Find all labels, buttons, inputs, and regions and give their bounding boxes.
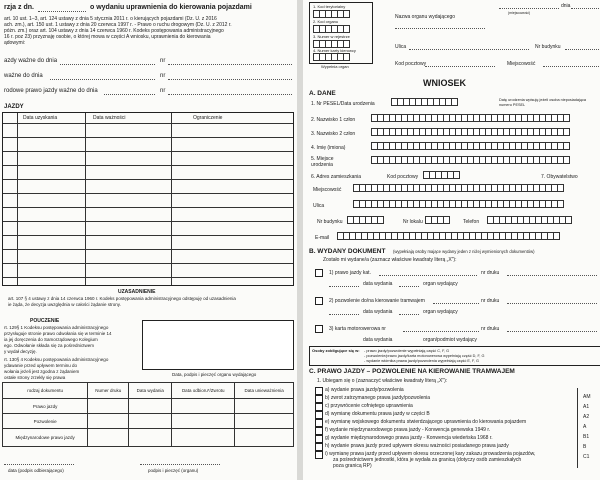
categories-table <box>2 112 294 286</box>
pesel-label: 1. Nr PESEL/Data urodzenia <box>311 101 375 107</box>
category-b1: B1 <box>583 434 590 440</box>
organ-codes-box <box>309 2 373 64</box>
place-hint: (miejscowość) <box>508 11 531 15</box>
doc-license-nr-field[interactable] <box>507 275 597 276</box>
firstname-label: 4. Imię (imiona) <box>311 145 346 151</box>
uzasadnienie-title: UZASADNIENIE <box>118 289 156 295</box>
doc-tram-field[interactable] <box>433 303 479 304</box>
doc-license-date-label: data wydania <box>363 281 393 287</box>
signature-box[interactable] <box>142 320 294 370</box>
c-option-h-label: h) wydanie prawa jazdy przed upływem okresu ważności posiadanego prawa jazdy <box>325 443 509 449</box>
doc-license-date-field[interactable] <box>329 286 359 287</box>
category-a1: A1 <box>583 404 590 410</box>
nr-field-1[interactable] <box>168 64 292 65</box>
pouczenie-line-7: ydawanie przed upływem terminu do <box>4 363 78 368</box>
doc-moped-date-label: data wydania <box>363 337 393 343</box>
surname2-label: 3. Nazwisko 2 człon <box>311 131 356 137</box>
doc-moped-field[interactable] <box>403 331 479 332</box>
doc-tram-nr-label: nr druku <box>481 298 500 304</box>
city-a-cells[interactable] <box>353 184 563 192</box>
obligations-line-2: - pozwolenie/prawo jazdy/karta motorowerowa wypełniają część D, F, G <box>364 354 485 358</box>
c-option-b-checkbox[interactable] <box>315 395 323 403</box>
c-option-i-checkbox[interactable] <box>315 451 323 459</box>
issued-documents-table <box>2 382 294 447</box>
signature-label: Data, podpis i pieczęć organu wydającego <box>172 372 257 377</box>
building-a-cells[interactable] <box>347 216 383 224</box>
postcode-label: Kod pocztowy <box>395 61 427 67</box>
doc-license-cat-field[interactable] <box>379 275 477 276</box>
categories-section-title: JAZDY <box>4 104 24 110</box>
pouczenie-line-6: rt. 130§ 4 Kodeksu postępowania administracyjnego <box>4 357 109 362</box>
section-c-title: C. PRAWO JAZDY – POZWOLENIE NA KIEROWANIE TRAMWAJEM <box>309 368 515 375</box>
doc-row-label: Międzynarodowe prawo jazdy <box>3 429 88 447</box>
doc-tram-label: 2) pozwolenie do/na kierowanie tramwajem <box>329 298 425 304</box>
section-b-note: (wypełniają osoby mające wydany jeden z niżej wymienionych dokumentów) <box>393 249 535 254</box>
obligations-line-3: - wydanie wtórnika prawa jazdy/pozwolenia wypełniają część E, F, G <box>364 359 480 363</box>
obligations-box <box>309 346 600 366</box>
street-a-label: Ulica <box>313 203 325 209</box>
category-a2: A2 <box>583 414 590 420</box>
pouczenie-line-1: rt. 129§ 1 Kodeksu postępowania administracyjnego <box>4 325 109 330</box>
wniosek-title: WNIOSEK <box>423 78 467 88</box>
birthplace-label: 5. Miejsce urodzenia <box>311 156 334 168</box>
email-cells[interactable] <box>337 232 559 240</box>
building-a-label: Nr budynku <box>317 219 343 225</box>
valid-date-2[interactable] <box>50 79 155 80</box>
doc-license-checkbox[interactable] <box>315 269 323 277</box>
c-option-d-label: d) wymianę dokumentu prawa jazdy w części B <box>325 411 430 417</box>
obligations-line-1: - prawo jazdy/pozwolenie wypełniają część C, F, G <box>364 349 450 353</box>
section-a-title: A. DANE <box>309 90 336 97</box>
street-label: Ulica <box>395 44 407 50</box>
valid-label-3: rodowe prawo jazdy ważne do dnia <box>4 88 98 94</box>
col-doc-type: rodzaj dokumentu <box>3 383 88 399</box>
code-label-3: 3. Numer w rejestrze <box>313 34 350 39</box>
c-option-i-line-2: za pośrednictwem jednostki, która je wydała za granicą (dotyczy osób zamieszkałych <box>333 457 522 463</box>
doc-license-organ-field[interactable] <box>399 286 419 287</box>
building-field[interactable] <box>565 49 599 50</box>
nr-label-2: nr <box>160 73 166 79</box>
c-option-c-label: c) przywrócenie cofniętego uprawnienia <box>325 403 413 409</box>
doc-moped-checkbox[interactable] <box>315 325 323 333</box>
category-a: A <box>583 424 587 430</box>
valid-date-3[interactable] <box>104 94 155 95</box>
firstname-cells[interactable] <box>371 142 569 150</box>
col-data-uzyskania: Data uzyskania <box>23 115 58 121</box>
date-label: dnia <box>561 3 571 9</box>
code-label-4: 4. Numer karty kierowcy <box>313 48 356 53</box>
col-ograniczenie: Ograniczenie <box>193 115 223 121</box>
obligations-label: Osoby zobligujące się w: <box>312 348 360 353</box>
decision-page <box>0 0 297 480</box>
flat-a-label: Nr lokalu <box>403 219 423 225</box>
pouczenie-line-4: ego. Odwołanie składa się za pośrednictwem <box>4 343 95 348</box>
col-data-waznosci: Data ważności <box>93 115 126 121</box>
street-field[interactable] <box>409 49 529 50</box>
date-line[interactable] <box>38 11 86 12</box>
nr-field-3[interactable] <box>168 94 292 95</box>
decision-title-prefix: rzja z dn. <box>4 4 34 11</box>
code-label-2: 2. Kod organu <box>313 19 339 24</box>
organ-sign-line[interactable] <box>140 464 220 465</box>
c-option-f-label: f) wydanie międzynarodowego prawa jazdy - Konwencja genewska 1949 r. <box>325 427 491 433</box>
code-label-1: 1. Kod terytorialny <box>313 4 346 9</box>
surname1-label: 2. Nazwisko 1 człon <box>311 117 356 123</box>
flat-a-cells[interactable] <box>425 216 449 224</box>
postcode-field[interactable] <box>425 66 495 67</box>
email-label: E-mail <box>315 235 330 241</box>
date-field[interactable] <box>571 8 599 9</box>
legal-text-2: ach. zm.), art. 150 ust. 1 ustawy z dnia 20 czerwca 1997 r. - Prawo o ruchu drogowym (Dz. U. z 2012 r. <box>4 22 232 28</box>
pesel-cells[interactable] <box>391 98 457 106</box>
col-doc-invalidation: Data unieważnienia <box>235 383 294 399</box>
surname1-cells[interactable] <box>371 114 569 122</box>
valid-date-1[interactable] <box>60 64 155 65</box>
doc-moped-organ-label: organ/podmiot wydający <box>423 337 477 343</box>
legal-text-1: art. 10 ust. 1–3, art. 124 ustawy z dnia 5 stycznia 2011 r. o kierujących pojazdami (Dz. U. z 2016 <box>4 16 217 22</box>
category-bracket <box>577 388 578 468</box>
legal-text-4: 16 r. poz 23) przyznaję osobie, o której mowa w części A wniosku, uprawnienia do kierowania <box>4 34 211 40</box>
driver-card-cells[interactable] <box>313 53 349 61</box>
footer-organ: podpis i pieczęć (organu) <box>148 468 199 473</box>
c-option-h-checkbox[interactable] <box>315 443 323 451</box>
c-option-g-label: g) wydanie międzynarodowego prawa jazdy - Konwencja wiedeńska 1968 r. <box>325 435 493 441</box>
legal-text-3: póżn. zm.) oraz art. 104 ustawy z dnia 14 czerwca 1960 r. Kodeks postępowania administracyjnego <box>4 28 224 34</box>
c-option-i-label: i) wymianę prawa jazdy przed upływem okresu orzeczonej kary zakazu prowadzenia pojazdów, <box>325 451 536 457</box>
uzasadnienie-text-2: ie żąda, że decyzja uwzględnia w całości żądanie strony. <box>8 302 121 307</box>
c-option-d-checkbox[interactable] <box>315 411 323 419</box>
c-option-a-checkbox[interactable] <box>315 387 323 395</box>
organ-name-field[interactable] <box>395 28 485 29</box>
c-option-e-label: e) wymianę wojskowego dokumentu stwierdzającego uprawnienia do kierowania pojazdem <box>325 419 527 425</box>
decision-title: o wydaniu uprawnienia do kierowania pojazdami <box>90 4 252 11</box>
organ-name-label: Nazwa organu wydającego <box>395 14 456 20</box>
pouczenie-line-8: wołania jeżeli jest zgodna z żądaniem <box>4 369 80 374</box>
c-option-i-line-3: poza granicą RP) <box>333 463 372 469</box>
organ-code-cells[interactable] <box>313 25 349 33</box>
doc-row-label: Pozwolenie <box>3 414 88 429</box>
category-b: B <box>583 444 587 450</box>
pouczenie-line-9: ostałe strony zrzekły się prawa <box>4 375 66 380</box>
city-field[interactable] <box>543 66 599 67</box>
nr-label-1: nr <box>160 58 166 64</box>
col-doc-number: Numer druku <box>88 383 129 399</box>
doc-row-label: Prawo jazdy <box>3 399 88 414</box>
c-option-f-checkbox[interactable] <box>315 427 323 435</box>
phone-cells[interactable] <box>487 216 571 224</box>
territorial-code-cells[interactable] <box>313 10 349 18</box>
valid-label-2: ważne do dnia <box>4 73 43 79</box>
register-number-cells[interactable] <box>313 40 349 48</box>
pouczenie-line-2: przysługuje stronie prawo odwołania się w terminie 14 <box>4 331 112 336</box>
category-am: AM <box>583 394 591 400</box>
doc-moped-label: 3) karta motorowerowa nr <box>329 326 386 332</box>
footer-receiver: data (podpis odbierającego) <box>8 468 64 473</box>
section-b-title: B. WYDANY DOKUMENT <box>309 248 386 255</box>
pouczenie-line-5: y wydał decyzję. <box>4 349 37 354</box>
section-b-sub: Zostało mi wydane/a (zaznacz właściwe kwadraty literą „X"): <box>323 257 457 263</box>
doc-tram-nr-field[interactable] <box>507 303 597 304</box>
application-page <box>303 0 600 480</box>
c-option-e-checkbox[interactable] <box>315 419 323 427</box>
city-label: Miejscowość <box>507 61 536 67</box>
receiver-sign-line[interactable] <box>4 464 74 465</box>
c-option-g-checkbox[interactable] <box>315 435 323 443</box>
pesel-note: Datę urodzenia wpisuję jeżeli osoba nieposiadająca numeru PESEL <box>499 98 586 107</box>
nr-label-3: nr <box>160 88 166 94</box>
city-a-label: Miejscowość <box>313 187 342 193</box>
uzasadnienie-text-1: art. 107 § 4 ustawy z dnia 14 czerwca 1960 r. Kodeks postępowania administracyjnego odstępuję od uzasadnienia <box>8 296 236 301</box>
col-doc-issue-date: Data wydania <box>129 383 172 399</box>
doc-tram-organ-label: organ wydający <box>423 309 458 315</box>
surname2-cells[interactable] <box>371 128 569 136</box>
c-option-a-label: a) wydanie prawa jazdy/pozwolenia <box>325 387 404 393</box>
doc-license-label: 1) prawo jazdy kat. <box>329 270 371 276</box>
doc-tram-checkbox[interactable] <box>315 297 323 305</box>
doc-tram-date-label: data wydania <box>363 309 393 315</box>
doc-moped-nr-label: nr druku <box>481 326 500 332</box>
doc-license-organ-label: organ wydający <box>423 281 458 287</box>
doc-moped-nr-field[interactable] <box>507 331 597 332</box>
category-c1: C1 <box>583 454 590 460</box>
wypelnia-organ: Wypełnia organ <box>321 64 349 69</box>
pouczenie-title: POUCZENIE <box>30 318 60 324</box>
c-option-b-label: b) zwrot zatrzymanego prawa jazdy/pozwolenia <box>325 395 431 401</box>
col-doc-receipt-date: Data odbioru*/Zwrotu <box>172 383 235 399</box>
birthplace-cells[interactable] <box>371 156 569 164</box>
citizenship-label: 7. Obywatelstwo <box>541 174 578 180</box>
nr-field-2[interactable] <box>168 79 292 80</box>
doc-license-nr-label: nr druku <box>481 270 500 276</box>
doc-tram-organ-field[interactable] <box>399 314 419 315</box>
legal-text-5: ądowymi: <box>4 40 26 46</box>
section-c-sub: 1. Ubiegam się o (zaznaczyć właściwe kwadraty literą „X"): <box>317 378 448 384</box>
doc-tram-date-field[interactable] <box>329 314 359 315</box>
street-a-cells[interactable] <box>353 200 563 208</box>
postcode-a-label: Kod pocztowy <box>387 174 419 180</box>
postcode-a-cells[interactable] <box>423 171 459 179</box>
place-field[interactable] <box>499 8 559 9</box>
building-label: Nr budynku <box>535 44 561 50</box>
phone-label: Telefon <box>463 219 480 225</box>
address-label: 6. Adres zamieszkania <box>311 174 362 180</box>
pouczenie-line-3: ia jej doręczenia do Samorządowego Kolegium <box>4 337 98 342</box>
c-option-c-checkbox[interactable] <box>315 403 323 411</box>
valid-label-1: azdy ważne do dnia <box>4 58 58 64</box>
